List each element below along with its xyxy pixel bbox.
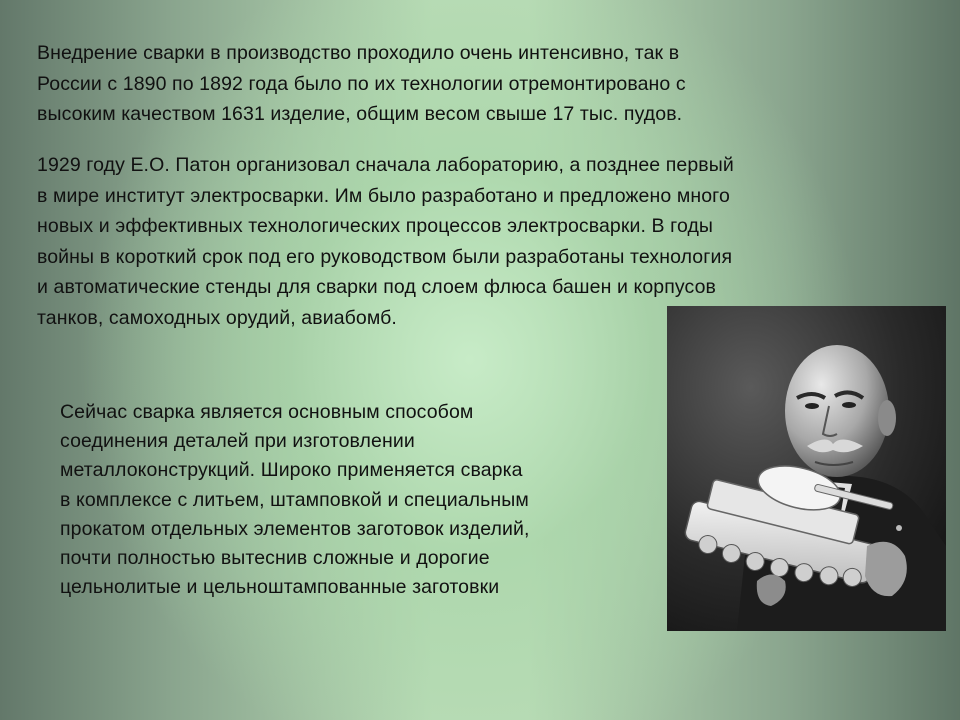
text-line: соединения деталей при изготовлении [60, 430, 415, 453]
paragraph-welding-history [37, 38, 857, 130]
text-line: в мире институт электросварки. Им было разработано и предложено много [37, 184, 730, 207]
paton-portrait-photo [667, 306, 946, 631]
text-line: высоким качеством 1631 изделие, общим весом свыше 17 тыс. пудов. [37, 103, 683, 125]
text-line: и автоматические стенды для сварки под слоем флюса башен и корпусов [37, 276, 716, 298]
text-line: металлоконструкций. Широко применяется сварка [60, 459, 523, 482]
text-line: цельнолитые и цельноштампованные заготовки [60, 576, 500, 599]
photo-illustration [667, 306, 946, 631]
text-line: прокатом отдельных элементов заготовок изделий, [60, 517, 530, 540]
text-line: почти полностью вытеснив сложные и дорогие [60, 547, 490, 570]
text-line: войны в короткий срок под его руководством были разработаны технология [37, 245, 733, 268]
text-line: новых и эффективных технологических процессов электросварки. В годы [37, 215, 714, 237]
paragraph-modern-welding [60, 398, 650, 602]
text-line: танков, самоходных орудий, авиабомб. [37, 306, 397, 329]
text-line: России с 1890 по 1892 года было по их технологии отремонтировано с [37, 72, 686, 95]
text-line: 1929 году Е.О. Патон организовал сначала лабораторию, а позднее первый [37, 154, 734, 176]
text-line: в комплексе с литьем, штамповкой и специальным [60, 488, 529, 511]
text-line: Внедрение сварки в производство проходило очень интенсивно, так в [37, 42, 680, 64]
text-line: Сейчас сварка является основным способом [60, 401, 474, 423]
